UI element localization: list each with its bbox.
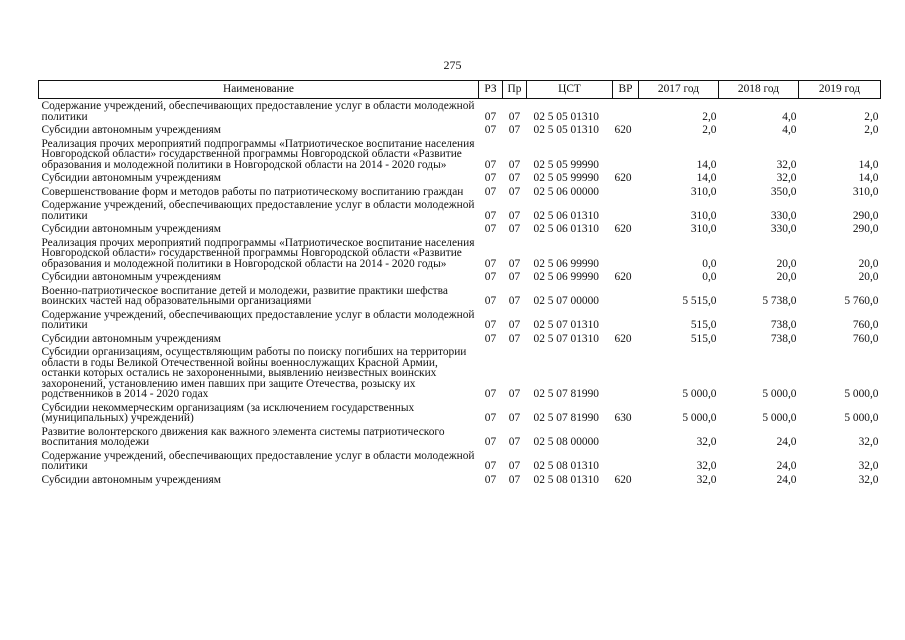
row-pr: 07 (508, 332, 521, 345)
row-2019: 290,0 (852, 223, 879, 235)
row-vr: 630 (614, 412, 632, 424)
row-2018: 5 000,0 (762, 412, 797, 424)
table-row (39, 171, 881, 185)
header-2019: 2019 год (799, 81, 881, 99)
row-name: Реализация прочих мероприятий подпрограммы «Патриотическое воспитание населения Новгородской области» государственной программы Новгородской области «Развитие образования и молодежной политики в Новгородской области на 2014 - 2020 годы» (41, 236, 475, 270)
row-cst: 02 5 06 01310 (533, 223, 599, 235)
row-rz: 07 (484, 473, 497, 486)
row-2019: 32,0 (858, 436, 879, 448)
header-cst: ЦСТ (527, 81, 613, 99)
table-row (39, 270, 881, 284)
budget-table (38, 80, 881, 486)
row-pr: 07 (508, 412, 521, 424)
row-2018: 32,0 (776, 172, 797, 184)
row-name: Совершенствование форм и методов работы по патриотическому воспитанию граждан (41, 185, 464, 198)
row-rz: 07 (484, 185, 497, 198)
row-name: Субсидии автономным учреждениям (41, 223, 221, 235)
row-cst: 02 5 06 01310 (533, 209, 599, 222)
row-name: Субсидии автономным учреждениям (41, 172, 221, 184)
table-row (39, 222, 881, 236)
table-row (39, 401, 881, 425)
row-pr: 07 (508, 295, 521, 307)
row-cst: 02 5 07 81990 (533, 412, 599, 424)
row-2017: 310,0 (690, 209, 717, 222)
page-number: 275 (443, 58, 462, 72)
row-pr: 07 (508, 209, 521, 222)
row-pr: 07 (508, 388, 521, 400)
row-rz: 07 (484, 388, 497, 400)
row-2018: 738,0 (770, 332, 797, 345)
row-2018: 20,0 (776, 271, 797, 283)
row-2017: 310,0 (690, 223, 717, 235)
row-name: Реализация прочих мероприятий подпрограммы «Патриотическое воспитание населения Новгородской области» государственной программы Новгородской области «Развитие образования и молодежной политики в Новгородской области на 2014 - 2020 годы» (41, 137, 475, 171)
row-cst: 02 5 05 01310 (533, 110, 599, 123)
row-2019: 20,0 (858, 257, 879, 270)
header-name: Наименование (39, 81, 479, 99)
table-row (39, 473, 881, 487)
row-2017: 515,0 (690, 319, 717, 331)
row-cst: 02 5 08 01310 (533, 473, 599, 486)
row-cst: 02 5 08 00000 (533, 436, 599, 448)
row-2019: 14,0 (858, 172, 879, 184)
row-rz: 07 (484, 412, 497, 424)
row-cst: 02 5 06 99990 (533, 271, 599, 283)
row-pr: 07 (508, 172, 521, 184)
row-cst: 02 5 07 81990 (533, 388, 599, 400)
row-cst: 02 5 08 01310 (533, 460, 599, 472)
row-pr: 07 (508, 110, 521, 123)
row-2018: 350,0 (770, 185, 797, 198)
row-rz: 07 (484, 460, 497, 472)
row-vr (613, 236, 639, 271)
row-2019: 310,0 (852, 185, 879, 198)
row-2017: 0,0 (702, 257, 717, 270)
row-cst: 02 5 07 01310 (533, 319, 599, 331)
row-2017: 14,0 (696, 158, 717, 171)
row-2018: 24,0 (776, 460, 797, 472)
row-2017: 2,0 (702, 110, 717, 123)
row-rz: 07 (484, 295, 497, 307)
row-2018: 330,0 (770, 223, 797, 235)
row-pr: 07 (508, 185, 521, 198)
row-2017: 32,0 (696, 436, 717, 448)
row-pr: 07 (508, 158, 521, 171)
row-2019: 5 760,0 (844, 295, 879, 307)
row-vr: 620 (614, 332, 632, 345)
row-pr: 07 (508, 436, 521, 448)
row-name: Субсидии автономным учреждениям (41, 271, 221, 283)
row-name: Военно-патриотическое воспитание детей и молодежи, развитие практики шефства воинских частей над образовательными организациями (41, 284, 448, 307)
row-vr (613, 449, 639, 473)
row-2018: 5 000,0 (762, 388, 797, 400)
row-vr (613, 99, 639, 124)
row-2017: 0,0 (702, 271, 717, 283)
row-cst: 02 5 06 00000 (533, 185, 599, 198)
row-pr: 07 (508, 124, 521, 136)
row-name: Содержание учреждений, обеспечивающих предоставление услуг в области молодежной политики (41, 100, 475, 123)
row-pr: 07 (508, 319, 521, 331)
row-2019: 5 000,0 (844, 388, 879, 400)
row-rz: 07 (484, 223, 497, 235)
table-row (39, 425, 881, 449)
row-vr (613, 345, 639, 401)
row-vr: 620 (614, 223, 632, 235)
table-row (39, 449, 881, 473)
row-vr: 620 (614, 172, 632, 184)
row-rz: 07 (484, 209, 497, 222)
table-row (39, 99, 881, 124)
row-pr: 07 (508, 271, 521, 283)
row-pr: 07 (508, 223, 521, 235)
row-2019: 760,0 (852, 319, 879, 331)
row-rz: 07 (484, 271, 497, 283)
row-2019: 32,0 (858, 473, 879, 486)
header-2017: 2017 год (639, 81, 719, 99)
header-rz: РЗ (479, 81, 503, 99)
row-2019: 5 000,0 (844, 412, 879, 424)
row-vr: 620 (614, 473, 632, 486)
row-cst: 02 5 05 99990 (533, 158, 599, 171)
table-row (39, 332, 881, 346)
row-vr: 620 (614, 271, 632, 283)
row-2017: 2,0 (702, 124, 717, 136)
row-name: Субсидии автономным учреждениям (41, 332, 221, 345)
table-body (39, 99, 881, 487)
row-2017: 32,0 (696, 473, 717, 486)
row-vr: 620 (614, 124, 632, 136)
row-2017: 515,0 (690, 332, 717, 345)
table-row (39, 308, 881, 332)
row-2018: 24,0 (776, 473, 797, 486)
row-vr (613, 308, 639, 332)
row-rz: 07 (484, 124, 497, 136)
row-2018: 738,0 (770, 319, 797, 331)
table-row (39, 198, 881, 222)
row-2017: 5 000,0 (682, 388, 717, 400)
row-2018: 4,0 (782, 110, 797, 123)
row-name: Развитие волонтерского движения как важного элемента системы патриотического воспитания молодежи (41, 425, 445, 448)
row-2017: 32,0 (696, 460, 717, 472)
row-cst: 02 5 05 01310 (533, 124, 599, 136)
table-row (39, 236, 881, 271)
row-name: Субсидии некоммерческим организациям (за исключением государственных (муниципальных) учреждений) (41, 401, 415, 424)
table-row (39, 137, 881, 172)
table-row (39, 284, 881, 308)
row-pr: 07 (508, 257, 521, 270)
row-vr (613, 137, 639, 172)
row-2019: 14,0 (858, 158, 879, 171)
table-row (39, 345, 881, 401)
row-vr (613, 284, 639, 308)
row-2017: 14,0 (696, 172, 717, 184)
header-2018: 2018 год (719, 81, 799, 99)
row-2018: 330,0 (770, 209, 797, 222)
row-2017: 310,0 (690, 185, 717, 198)
table-row (39, 185, 881, 199)
row-2019: 2,0 (864, 110, 879, 123)
row-rz: 07 (484, 319, 497, 331)
row-vr (613, 185, 639, 199)
row-2017: 5 000,0 (682, 412, 717, 424)
row-2019: 32,0 (858, 460, 879, 472)
row-2018: 24,0 (776, 436, 797, 448)
row-name: Содержание учреждений, обеспечивающих предоставление услуг в области молодежной политики (41, 199, 475, 222)
row-2018: 4,0 (782, 124, 797, 136)
row-rz: 07 (484, 436, 497, 448)
row-rz: 07 (484, 110, 497, 123)
row-rz: 07 (484, 332, 497, 345)
row-2018: 32,0 (776, 158, 797, 171)
row-name: Субсидии автономным учреждениям (41, 124, 221, 136)
row-2019: 20,0 (858, 271, 879, 283)
row-name: Содержание учреждений, обеспечивающих предоставление услуг в области молодежной политики (41, 449, 475, 472)
row-rz: 07 (484, 257, 497, 270)
row-2019: 290,0 (852, 209, 879, 222)
row-rz: 07 (484, 172, 497, 184)
row-cst: 02 5 07 00000 (533, 295, 599, 307)
row-2018: 20,0 (776, 257, 797, 270)
row-cst: 02 5 07 01310 (533, 332, 599, 345)
row-2017: 5 515,0 (682, 295, 717, 307)
row-cst: 02 5 06 99990 (533, 257, 599, 270)
header-vr: ВР (613, 81, 639, 99)
row-pr: 07 (508, 460, 521, 472)
row-name: Содержание учреждений, обеспечивающих предоставление услуг в области молодежной политики (41, 308, 475, 331)
row-2018: 5 738,0 (762, 295, 797, 307)
row-name: Субсидии организациям, осуществляющим работы по поиску погибших на территории области в годы Великой Отечественной войны военнослужащих Красной Армии, останки которых остались не захороненными, выявлению неизвестных воинских захоронений, установлению имен павших при защите Отечества, розыску их родственников в 2014 - 2020 годах (41, 346, 467, 400)
header-pr: Пр (503, 81, 527, 99)
table-row (39, 123, 881, 137)
row-rz: 07 (484, 158, 497, 171)
table-header-row (39, 81, 881, 99)
row-pr: 07 (508, 473, 521, 486)
row-vr (613, 198, 639, 222)
row-name: Субсидии автономным учреждениям (41, 473, 221, 486)
row-2019: 2,0 (864, 124, 879, 136)
row-cst: 02 5 05 99990 (533, 172, 599, 184)
row-vr (613, 425, 639, 449)
row-2019: 760,0 (852, 332, 879, 345)
